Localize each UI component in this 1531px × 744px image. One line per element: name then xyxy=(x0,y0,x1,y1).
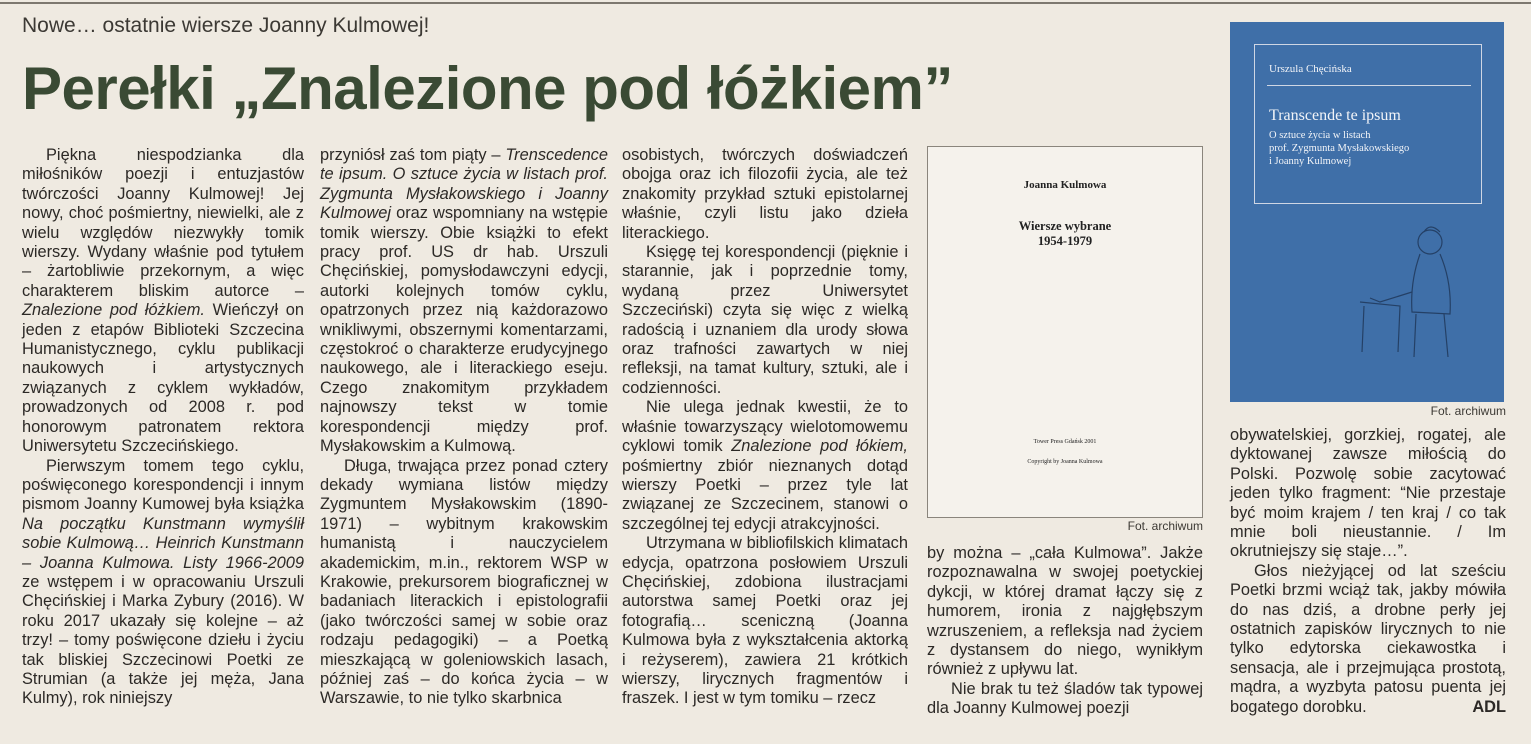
paragraph: osobistych, twórczych doświadczeń obojga oraz ich filozofii życia, ale też znakomity przykład sztuki epistolarnej właśnie, czyli listu jako dzieła literackiego. xyxy=(622,146,908,242)
article-column-1 xyxy=(22,146,304,736)
book2-subtitle: O sztuce życia w listach prof. Zygmunta Mysłakowskiego i Joanny Kulmowej xyxy=(1269,130,1410,167)
paragraph: obywatelskiej, gorzkiej, rogatej, ale dyktowanej zawsze miłością do Polski. Pozwolę sobie zacytować jeden tylko fragment: “Nie przestaje być moim krajem / ten kraj / co tak mnie boli nieustannie. / Im okrutniejszy się staje…”. xyxy=(1230,426,1506,561)
top-rule xyxy=(0,2,1531,4)
photo-credit-1: Fot. archiwum xyxy=(1127,519,1203,533)
paragraph: Nie ulega jednak kwestii, że to właśnie towarzyszący wielotomowemu cyklowi tomik Znalezione pod łókiem, pośmiertny zbiór nieznanych dotąd wierszy Poetki – przez tyle lat związanej ze Szczecinem, stanowi o szczególnej tej edycji atrakcyjności. xyxy=(622,398,908,533)
paragraph: Nie brak tu też śladów tak typowej dla Joanny Kulmowej poezji xyxy=(927,679,1203,718)
book2-rule xyxy=(1267,85,1471,86)
book-cover-transcende-te-ipsum xyxy=(1230,22,1504,402)
article-column-2 xyxy=(320,146,608,736)
paragraph: Utrzymana w bibliofilskich klimatach edycja, opatrzona posłowiem Urszuli Chęcińskiej, zdobiona ilustracjami autorstwa samej Poetki oraz jej fotografią… sceniczną (Joanna Kulmowa była z wykształcenia aktorką i reżyserem), zawiera 21 krótkich wierszy, lirycznych fragmentów i fraszek. I jest w tym tomiku – rzecz xyxy=(622,534,908,708)
paragraph: Długa, trwająca przez ponad cztery dekady wymiana listów między Zygmuntem Mysłakowskim (1890-1971) – wybitnym krakowskim humanistą i nauczycielem akademickim, m.in., rektorem WSP w Krakowie, prekursorem biograficznej w badaniach literackich i epistolografii (jako twórczości samej w sobie oraz rodzaju pedagogiki) – a Poetką mieszkającą w goleniowskich lasach, później zaś – do końca życia – w Warszawie, to nie tylko skarbnica xyxy=(320,456,608,708)
book2-title-frame xyxy=(1254,44,1482,204)
paragraph: Głos nieżyjącej od lat sześciu Poetki brzmi wciąż tak, jakby mówiła do nas dziś, a drobne perły jej ostatnich zapisków lirycznych to nie tylko edytorska ciekawostka i sensacja, ale i przejmująca prostotą, mądra, a wyzbyta patosu puenta jej bogatego dorobku. ADL xyxy=(1230,561,1506,716)
author-signature: ADL xyxy=(1472,697,1506,716)
sketch-figure-icon xyxy=(1340,202,1490,372)
book1-years: 1954-1979 xyxy=(1037,234,1093,248)
book-cover-wiersze-wybrane xyxy=(927,146,1203,518)
article-column-3 xyxy=(622,146,908,708)
photo-credit-2: Fot. archiwum xyxy=(1430,404,1506,418)
book1-copyright: Copyright by Joanna Kulmowa xyxy=(1027,459,1103,465)
book2-author: Urszula Chęcińska xyxy=(1269,63,1352,75)
article-kicker: Nowe… ostatnie wiersze Joanny Kulmowej! xyxy=(22,14,430,37)
paragraph: Piękna niespodzianka dla miłośników poezji i entuzjastów twórczości Joanny Kulmowej! Jej nowy, choć pośmiertny, niewielki, ale z wielu względów niezwykły tomik wierszy. Wydany właśnie pod tytułem – żartobliwie przekornym, a więc charakterem bliskim autorce – Znalezione pod łóżkiem. Wieńczył on jeden z etapów Biblioteki Szczecina Humanistycznego, cyklu publikacji naukowych i artystycznych związanych z cyklem wykładów, prowadzonych od 2008 r. pod honorowym patronatem rektora Uniwersytetu Szczecińskiego. xyxy=(22,146,304,456)
book2-title: Transcende te ipsum xyxy=(1269,107,1401,124)
paragraph: przyniósł zaś tom piąty – Trenscedence te ipsum. O sztuce życia w listach prof. Zygmunta Mysłakowskiego i Joanny Kulmowej oraz wspomniany na wstępie tomik wierszy. Obie książki to efekt pracy prof. US dr hab. Urszuli Chęcińskiej, pomysłodawczyni edycji, autorki kolejnych tomów cyklu, opatrzonych przez nią każdorazowo wnikliwymi, obszernymi komentarzami, częstokroć o charakterze erudycyjnego naukowego, ale i literackiego eseju. Czego znakomitym przykładem najnowszy tekst w tomie korespondencji między prof. Mysłakowskim a Kulmową. xyxy=(320,146,608,456)
article-column-5 xyxy=(1230,426,1506,736)
book1-title: Wiersze wybrane xyxy=(1018,219,1112,233)
paragraph: Księgę tej korespondencji (pięknie i starannie, jak i poprzednie tomy, wydaną przez Uniwersytet Szczeciński) czyta się więc z wielką radością i uznaniem dla urody słowa oraz trafności zawartych w niej refleksji, na tamat kultury, sztuki, ale i codzienności. xyxy=(622,243,908,397)
paragraph: by można – „cała Kulmowa”. Jakże rozpoznawalna w swojej poetyckiej dykcji, w której dramat łączy się z humorem, ironia z najgłębszym wzruszeniem, a refleksja nad życiem z dystansem do niego, wynikłym również z upływu lat. xyxy=(927,544,1203,679)
article-headline: Perełki „Znalezione pod łóżkiem” xyxy=(22,55,953,122)
article-column-4 xyxy=(927,544,1203,734)
paragraph: Pierwszym tomem tego cyklu, poświęconego korespondencji i innym pismom Joanny Kumowej była książka Na początku Kunstmann wymyślił sobie Kulmową… Heinrich Kunstmann – Joanna Kulmowa. Listy 1966-2009 ze wstępem i w opracowaniu Urszuli Chęcińskiej i Marka Zybury (2016). W roku 2017 ukazały się kolejne – aż trzy! – tomy poświęcone dziełu i życiu tak bliskiej Szczecinowi Poetki ze Strumian (a także jej męża, Jana Kulmy), rok niniejszy xyxy=(22,456,304,708)
book1-author: Joanna Kulmowa xyxy=(1023,179,1107,191)
book1-publisher: Tower Press Gdańsk 2001 xyxy=(1033,439,1097,445)
book1-title-block xyxy=(928,219,1202,249)
